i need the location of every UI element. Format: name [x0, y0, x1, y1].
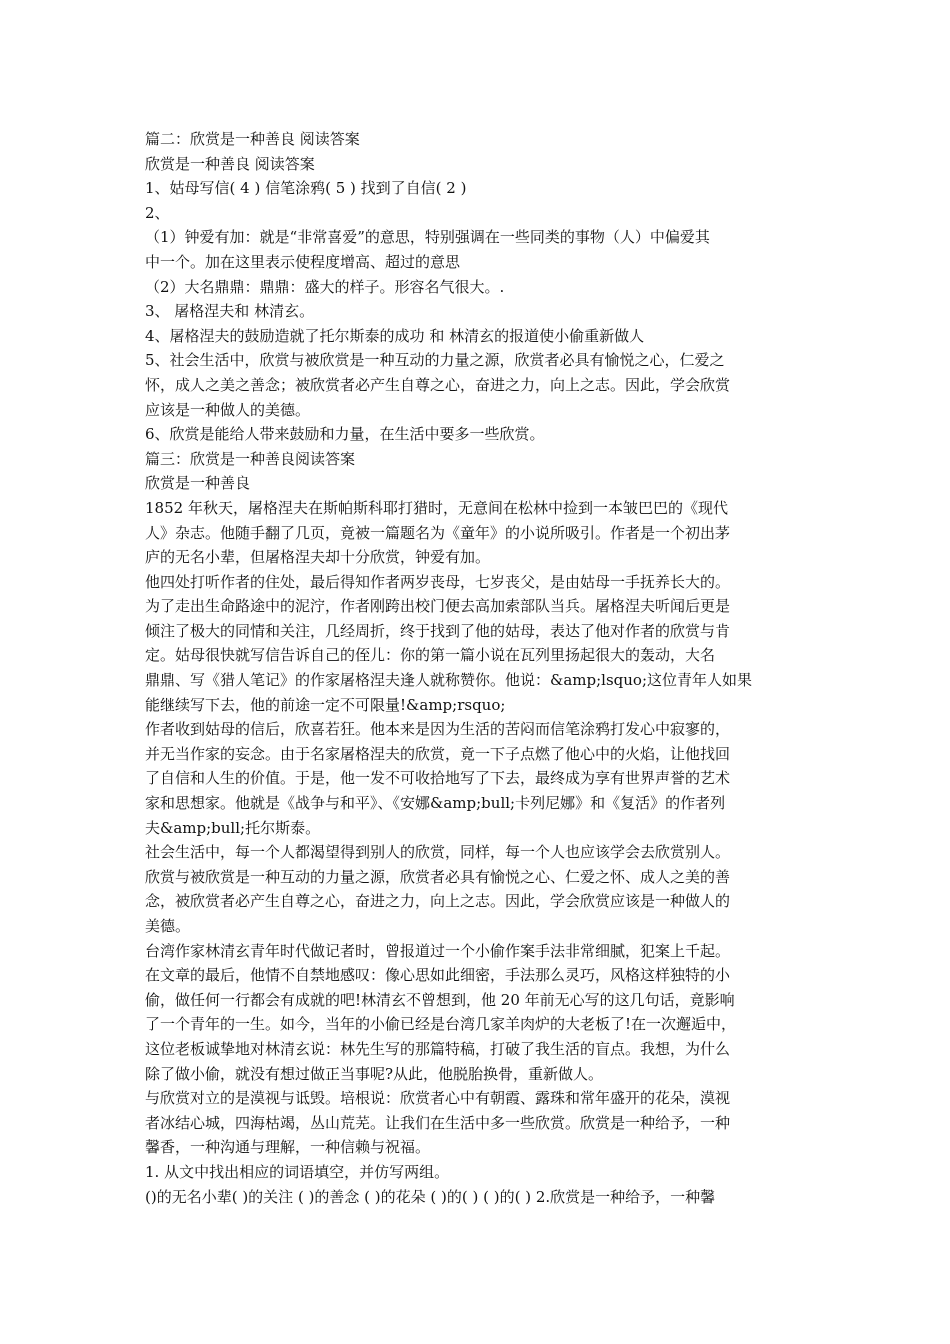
text-line: 怀，成人之美之善念；被欣赏者必产生自尊之心，奋进之力，向上之志。因此，学会欣赏 — [145, 375, 731, 394]
text-line: 鼎鼎、写《猎人笔记》的作家屠格涅夫逢人就称赞你。他说：&amp;lsquo;这位青年人如果 — [145, 671, 753, 690]
text-line: 偷，做任何一行都会有成就的吧!林清玄不曾想到，他 20 年前无心写的这几句话，竟影响 — [145, 990, 735, 1009]
text-line: 并无当作家的妄念。由于名家屠格涅夫的欣赏，竟一下子点燃了他心中的火焰，让他找回 — [145, 744, 731, 763]
text-line: 能继续写下去，他的前途一定不可限量!&amp;rsquo; — [145, 695, 506, 714]
text-line: 篇三：欣赏是一种善良阅读答案 — [145, 449, 356, 468]
text-line: 篇二：欣赏是一种善良 阅读答案 — [145, 130, 360, 148]
document-body — [145, 127, 805, 1209]
text-line: 与欣赏对立的是漠视与诋毁。培根说：欣赏者心中有朝霞、露珠和常年盛开的花朵，漠视 — [145, 1089, 731, 1108]
text-line: 4、屠格涅夫的鼓励造就了托尔斯泰的成功 和 林清玄的报道使小偷重新做人 — [145, 326, 645, 345]
text-line: （2）大名鼎鼎：鼎鼎：盛大的样子。形容名气很大。. — [145, 277, 505, 296]
text-line: 了一个青年的一生。如今，当年的小偷已经是台湾几家羊肉炉的大老板了!在一次邂逅中， — [145, 1015, 737, 1034]
text-line: 定。姑母很快就写信告诉自己的侄儿：你的第一篇小说在瓦列里扬起很大的轰动，大名 — [145, 646, 716, 665]
text-line: 者冰结心城，四海枯竭，丛山荒芜。让我们在生活中多一些欣赏。欣赏是一种给予，一种 — [145, 1113, 731, 1132]
text-line: 2、 — [145, 203, 170, 222]
text-line: 3、 屠格涅夫和 林清玄。 — [145, 302, 315, 321]
text-line: 馨香，一种沟通与理解，一种信赖与祝福。 — [145, 1138, 431, 1157]
text-line: 家和思想家。他就是《战争与和平》、《安娜&amp;bull;卡列尼娜》和《复活》的作者列 — [145, 794, 726, 813]
text-line: 为了走出生命路途中的泥泞，作者刚跨出校门便去高加索部队当兵。屠格涅夫听闻后更是 — [145, 597, 731, 616]
text-line: 台湾作家林清玄青年时代做记者时，曾报道过一个小偷作案手法非常细腻，犯案上千起。 — [145, 941, 731, 960]
text-line: 欣赏是一种善良 阅读答案 — [145, 154, 315, 173]
text-line: 社会生活中，每一个人都渴望得到别人的欣赏，同样，每一个人也应该学会去欣赏别人。 — [145, 843, 731, 862]
text-line: 夫&amp;bull;托尔斯泰。 — [145, 818, 321, 837]
text-line: 6、欣赏是能给人带来鼓励和力量，在生活中要多一些欣赏。 — [145, 425, 545, 444]
text-line: 作者收到姑母的信后，欣喜若狂。他本来是因为生活的苦闷而信笔涂鸦打发心中寂寥的， — [145, 720, 731, 739]
text-line: ()的无名小辈( )的关注 ( )的善念 ( )的花朵 ( )的( ) ( )的( ) 2.欣赏是一种给予，一种馨 — [145, 1187, 716, 1206]
text-line: 欣赏与被欣赏是一种互动的力量之源，欣赏者必具有愉悦之心、仁爱之怀、成人之美的善 — [145, 867, 731, 886]
text-line: 了自信和人生的价值。于是，他一发不可收拾地写了下去，最终成为享有世界声誉的艺术 — [145, 769, 731, 788]
text-line: 应该是一种做人的美德。 — [145, 400, 311, 419]
text-line: 他四处打听作者的住处，最后得知作者两岁丧母，七岁丧父，是由姑母一手抚养长大的。 — [145, 572, 731, 591]
text-line: 除了做小偷，就没有想过做正当事呢?从此，他脱胎换骨，重新做人。 — [145, 1064, 604, 1083]
text-line: 在文章的最后，他情不自禁地感叹：像心思如此细密，手法那么灵巧，风格这样独特的小 — [145, 966, 731, 985]
text-line: 1852 年秋天，屠格涅夫在斯帕斯科耶打猎时，无意间在松林中捡到一本皱巴巴的《现代 — [145, 498, 728, 517]
text-line: （1）钟爱有加：就是“非常喜爱”的意思，特别强调在一些同类的事物（人）中偏爱其 — [145, 228, 710, 247]
text-line: 美德。 — [145, 917, 191, 935]
text-line: 1. 从文中找出相应的词语填空，并仿写两组。 — [145, 1162, 450, 1181]
text-line: 中一个。加在这里表示使程度增高、超过的意思 — [145, 252, 461, 271]
text-line: 念，被欣赏者必产生自尊之心，奋进之力，向上之志。因此，学会欣赏应该是一种做人的 — [145, 892, 731, 911]
text-line: 人》杂志。他随手翻了几页，竟被一篇题名为《童年》的小说所吸引。作者是一个初出茅 — [145, 523, 731, 542]
text-line: 1、姑母写信( 4 ) 信笔涂鸦( 5 ) 找到了自信( 2 ) — [145, 179, 467, 198]
text-line: 庐的无名小辈，但屠格涅夫却十分欣赏，钟爱有加。 — [145, 548, 491, 567]
text-line: 欣赏是一种善良 — [145, 474, 251, 493]
text-line: 5、社会生活中，欣赏与被欣赏是一种互动的力量之源，欣赏者必具有愉悦之心，仁爱之 — [145, 351, 725, 370]
text-line: 倾注了极大的同情和关注，几经周折，终于找到了他的姑母，表达了他对作者的欣赏与肯 — [145, 621, 731, 640]
text-line: 这位老板诚挚地对林清玄说：林先生写的那篇特稿，打破了我生活的盲点。我想，为什么 — [145, 1039, 731, 1058]
